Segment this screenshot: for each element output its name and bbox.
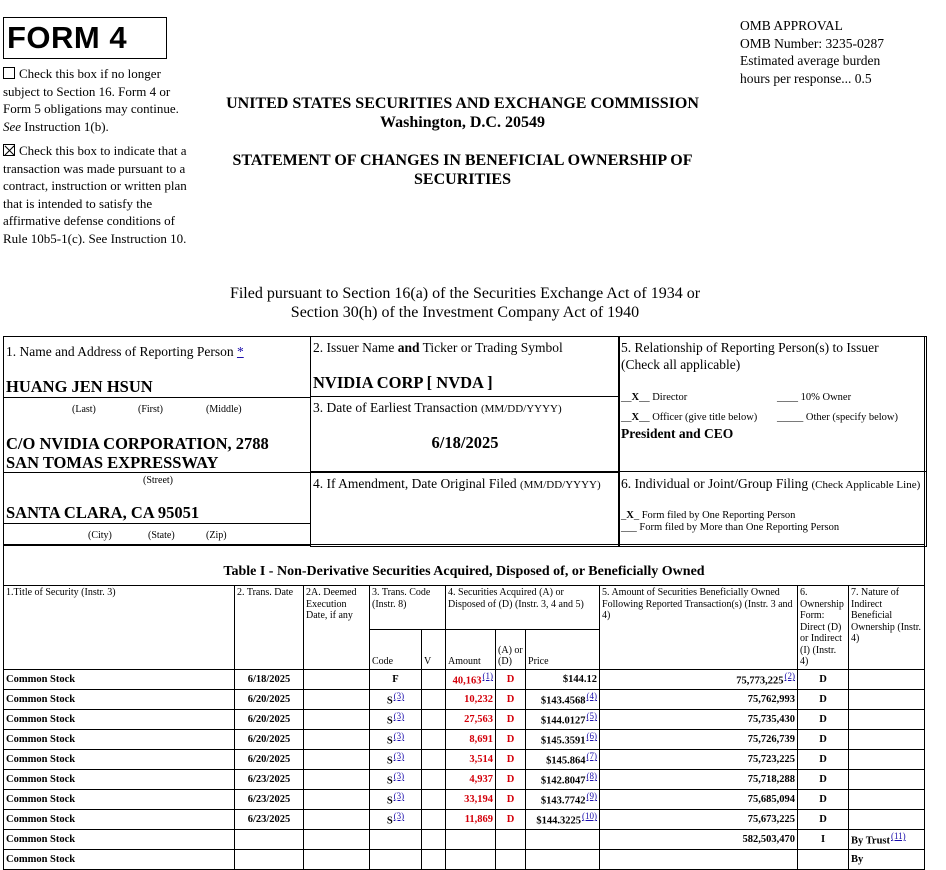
cell-trans-code: S(3) bbox=[370, 729, 422, 749]
cell-a-or-d: D bbox=[496, 729, 526, 749]
cell-a-or-d: D bbox=[496, 709, 526, 729]
cell-trans-date: 6/20/2025 bbox=[235, 749, 304, 769]
cell-a-or-d: D bbox=[496, 669, 526, 689]
cell-security-title: Common Stock bbox=[4, 829, 235, 849]
box4-amendment-date: 4. If Amendment, Date Original Filed (MM/DD/YYYY) bbox=[310, 471, 620, 547]
cell-deemed-date bbox=[304, 709, 370, 729]
cell-trans-date: 6/20/2025 bbox=[235, 729, 304, 749]
cell-amount bbox=[446, 849, 496, 869]
table-row bbox=[4, 849, 925, 869]
cell-v bbox=[422, 689, 446, 709]
col-amount-owned: 5. Amount of Securities Beneficially Owned Following Reported Transaction(s) (Instr. 3 and 4) bbox=[600, 586, 798, 670]
cell-deemed-date bbox=[304, 689, 370, 709]
cell-trans-date: 6/20/2025 bbox=[235, 689, 304, 709]
footnote-star-link[interactable]: * bbox=[236, 344, 244, 359]
rule10b5-checkbox-block: Check this box to indicate that a transaction was made pursuant to a contract, instruction or written plan that is intended to satisfy the affirmative defense conditions of Rule 10b5-1(c). See Instruction 10. bbox=[3, 143, 187, 246]
cell-price: $143.4568(4) bbox=[526, 689, 600, 709]
table-row bbox=[4, 749, 925, 769]
cell-ownership-form: D bbox=[798, 729, 849, 749]
cell-amount bbox=[446, 829, 496, 849]
footnote-link[interactable]: (9) bbox=[586, 791, 598, 802]
table-row bbox=[4, 809, 925, 829]
cell-amount-owned: 75,673,225 bbox=[600, 809, 798, 829]
city-state-zip: SANTA CLARA, CA 95051 bbox=[6, 503, 200, 522]
cell-security-title: Common Stock bbox=[4, 789, 235, 809]
cell-amount-owned: 75,773,225(2) bbox=[600, 669, 798, 689]
street-line-2: SAN TOMAS EXPRESSWAY bbox=[6, 453, 219, 472]
section16-checkbox-block: Check this box if no longer subject to Section 16. Form 4 or Form 5 obligations may continue. See Instruction 1(b). bbox=[3, 66, 179, 134]
cell-ownership-form: D bbox=[798, 789, 849, 809]
cell-trans-code bbox=[370, 849, 422, 869]
subcol-a-or-d: (A) or (D) bbox=[496, 630, 526, 670]
cell-ownership-form: D bbox=[798, 749, 849, 769]
cell-trans-code: S(3) bbox=[370, 709, 422, 729]
agency-heading: UNITED STATES SECURITIES AND EXCHANGE COMMISSION Washington, D.C. 20549 bbox=[226, 95, 699, 131]
cell-trans-date: 6/23/2025 bbox=[235, 809, 304, 829]
cell-deemed-date bbox=[304, 849, 370, 869]
footnote-link[interactable]: (8) bbox=[586, 771, 598, 782]
one-person-filing-option[interactable]: _X_ Form filed by One Reporting Person bbox=[621, 510, 796, 521]
cell-v bbox=[422, 729, 446, 749]
table-row bbox=[4, 729, 925, 749]
cell-price bbox=[526, 829, 600, 849]
footnote-link[interactable]: (1) bbox=[482, 671, 494, 682]
officer-title: President and CEO bbox=[621, 426, 734, 441]
cell-trans-code bbox=[370, 829, 422, 849]
cell-trans-code: S(3) bbox=[370, 689, 422, 709]
cell-nature bbox=[849, 709, 925, 729]
footnote-link[interactable]: (3) bbox=[393, 731, 405, 742]
table-row bbox=[4, 669, 925, 689]
cell-trans-date bbox=[235, 829, 304, 849]
cell-a-or-d bbox=[496, 829, 526, 849]
cell-security-title: Common Stock bbox=[4, 749, 235, 769]
rule10b5-checkbox[interactable] bbox=[3, 144, 15, 156]
cell-a-or-d: D bbox=[496, 689, 526, 709]
table1-section bbox=[3, 544, 925, 865]
cell-v bbox=[422, 829, 446, 849]
reporting-person-name: HUANG JEN HSUN bbox=[6, 377, 153, 396]
statement-heading: STATEMENT OF CHANGES IN BENEFICIAL OWNERSHIP OF SECURITIES bbox=[232, 152, 693, 188]
filed-pursuant: Filed pursuant to Section 16(a) of the Securities Exchange Act of 1934 or Section 30(h) of the Investment Company Act of 1940 bbox=[229, 285, 701, 321]
multiple-person-filing-option[interactable]: ___ Form filed by More than One Reporting Person bbox=[621, 522, 840, 533]
cell-amount: 11,869 bbox=[446, 809, 496, 829]
table-row bbox=[4, 689, 925, 709]
footnote-link[interactable]: (2) bbox=[784, 671, 796, 682]
cell-security-title: Common Stock bbox=[4, 689, 235, 709]
cell-trans-code: S(3) bbox=[370, 789, 422, 809]
col-deemed-execution-date: 2A. Deemed Execution Date, if any bbox=[304, 586, 370, 670]
cell-price: $144.3225(10) bbox=[526, 809, 600, 829]
street-line-1: C/O NVIDIA CORPORATION, 2788 bbox=[6, 434, 269, 453]
cell-nature bbox=[849, 689, 925, 709]
table1-title: Table I - Non-Derivative Securities Acquired, Disposed of, or Beneficially Owned bbox=[223, 564, 705, 579]
cell-deemed-date bbox=[304, 769, 370, 789]
subcol-amount: Amount bbox=[446, 630, 496, 670]
omb-approval: OMB APPROVAL OMB Number: 3235-0287 Estimated average burden hours per response... 0.5 bbox=[740, 18, 884, 86]
cell-a-or-d: D bbox=[496, 749, 526, 769]
cell-trans-code: F bbox=[370, 669, 422, 689]
cell-nature bbox=[849, 809, 925, 829]
cell-v bbox=[422, 849, 446, 869]
cell-ownership-form: D bbox=[798, 769, 849, 789]
cell-security-title: Common Stock bbox=[4, 809, 235, 829]
cell-trans-date: 6/20/2025 bbox=[235, 709, 304, 729]
col-securities-acquired-disposed: 4. Securities Acquired (A) or Disposed of (D) (Instr. 3, 4 and 5) bbox=[446, 586, 600, 630]
form-title: FORM 4 bbox=[3, 17, 167, 59]
director-checkbox[interactable]: __X__ Director bbox=[621, 392, 688, 403]
issuer-name: NVIDIA CORP [ NVDA ] bbox=[313, 373, 493, 392]
table-row bbox=[4, 769, 925, 789]
footnote-link[interactable]: (3) bbox=[393, 771, 405, 782]
cell-deemed-date bbox=[304, 669, 370, 689]
box3-earliest-date: 3. Date of Earliest Transaction (MM/DD/YYYY) 6/18/2025 bbox=[310, 396, 620, 473]
non-derivative-table bbox=[3, 585, 925, 870]
cell-nature bbox=[849, 769, 925, 789]
cell-nature: By bbox=[849, 849, 925, 869]
cell-nature: By Trust(11) bbox=[849, 829, 925, 849]
cell-v bbox=[422, 769, 446, 789]
cell-v bbox=[422, 809, 446, 829]
col-nature-of-ownership: 7. Nature of Indirect Beneficial Ownership (Instr. 4) bbox=[849, 586, 925, 670]
cell-amount-owned: 75,726,739 bbox=[600, 729, 798, 749]
cell-price: $143.7742(9) bbox=[526, 789, 600, 809]
cell-price bbox=[526, 849, 600, 869]
cell-security-title: Common Stock bbox=[4, 729, 235, 749]
earliest-transaction-date: 6/18/2025 bbox=[431, 433, 499, 452]
subcol-price: Price bbox=[526, 630, 600, 670]
subcol-v: V bbox=[422, 630, 446, 670]
cell-amount-owned: 75,718,288 bbox=[600, 769, 798, 789]
cell-ownership-form bbox=[798, 849, 849, 869]
col-trans-date: 2. Trans. Date bbox=[235, 586, 304, 670]
officer-checkbox[interactable]: __X__ Officer (give title below) bbox=[621, 412, 758, 423]
cell-security-title: Common Stock bbox=[4, 669, 235, 689]
box6-filing-type: 6. Individual or Joint/Group Filing (Check Applicable Line) _X_ Form filed by One Reporting Person ___ Form filed by More than One Reporting Person bbox=[618, 471, 927, 547]
cell-nature bbox=[849, 749, 925, 769]
footnote-link[interactable]: (7) bbox=[586, 751, 598, 762]
footnote-link[interactable]: (10) bbox=[582, 811, 598, 822]
table-row bbox=[4, 789, 925, 809]
cell-ownership-form: D bbox=[798, 809, 849, 829]
cell-price: $145.864(7) bbox=[526, 749, 600, 769]
box1-reporting-person: 1. Name and Address of Reporting Person * HUANG JEN HSUN (Last) (First) (Middle) C/O NVIDIA CORPORATION, 2788 SAN TOMAS EXPRESSWAY (Street) SANTA CLARA, CA 95051 (City) (State) (Zip) bbox=[3, 336, 311, 546]
cell-security-title: Common Stock bbox=[4, 709, 235, 729]
cell-deemed-date bbox=[304, 749, 370, 769]
cell-trans-code: S(3) bbox=[370, 809, 422, 829]
cell-nature bbox=[849, 669, 925, 689]
footnote-link[interactable]: (4) bbox=[586, 691, 598, 702]
subcol-code: Code bbox=[370, 630, 422, 670]
cell-v bbox=[422, 749, 446, 769]
cell-amount-owned: 75,723,225 bbox=[600, 749, 798, 769]
cell-price: $144.0127(5) bbox=[526, 709, 600, 729]
box2-issuer: 2. Issuer Name and Ticker or Trading Symbol NVIDIA CORP [ NVDA ] bbox=[310, 336, 620, 397]
cell-price: $145.3591(6) bbox=[526, 729, 600, 749]
cell-amount: 40,163(1) bbox=[446, 669, 496, 689]
cell-security-title: Common Stock bbox=[4, 769, 235, 789]
cell-deemed-date bbox=[304, 789, 370, 809]
cell-amount: 10,232 bbox=[446, 689, 496, 709]
cell-deemed-date bbox=[304, 829, 370, 849]
cell-a-or-d: D bbox=[496, 789, 526, 809]
cell-nature bbox=[849, 789, 925, 809]
cell-trans-date bbox=[235, 849, 304, 869]
table-row bbox=[4, 709, 925, 729]
cell-amount: 8,691 bbox=[446, 729, 496, 749]
cell-ownership-form: D bbox=[798, 669, 849, 689]
cell-a-or-d bbox=[496, 849, 526, 869]
cell-amount-owned: 582,503,470 bbox=[600, 829, 798, 849]
footnote-link[interactable]: (3) bbox=[393, 711, 405, 722]
footnote-link[interactable]: (6) bbox=[586, 731, 598, 742]
cell-amount: 4,937 bbox=[446, 769, 496, 789]
cell-v bbox=[422, 669, 446, 689]
table-row bbox=[4, 829, 925, 849]
other-checkbox[interactable]: _____ Other (specify below) bbox=[777, 412, 899, 423]
cell-amount: 27,563 bbox=[446, 709, 496, 729]
cell-v bbox=[422, 709, 446, 729]
col-trans-code: 3. Trans. Code (Instr. 8) bbox=[370, 586, 446, 630]
cell-amount-owned: 75,685,094 bbox=[600, 789, 798, 809]
cell-deemed-date bbox=[304, 809, 370, 829]
section16-checkbox[interactable] bbox=[3, 67, 15, 79]
cell-ownership-form: D bbox=[798, 689, 849, 709]
cell-security-title: Common Stock bbox=[4, 849, 235, 869]
cell-trans-date: 6/18/2025 bbox=[235, 669, 304, 689]
reporting-info-grid bbox=[3, 336, 925, 545]
cell-v bbox=[422, 789, 446, 809]
col-title-of-security: 1.Title of Security (Instr. 3) bbox=[4, 586, 235, 670]
cell-amount: 3,514 bbox=[446, 749, 496, 769]
ten-percent-owner-checkbox[interactable]: ____ 10% Owner bbox=[777, 392, 852, 403]
footnote-link[interactable]: (11) bbox=[891, 831, 906, 842]
cell-ownership-form: I bbox=[798, 829, 849, 849]
cell-ownership-form: D bbox=[798, 709, 849, 729]
cell-trans-code: S(3) bbox=[370, 749, 422, 769]
cell-a-or-d: D bbox=[496, 769, 526, 789]
footnote-link[interactable]: (3) bbox=[393, 811, 405, 822]
cell-price: $144.12 bbox=[526, 669, 600, 689]
cell-trans-date: 6/23/2025 bbox=[235, 769, 304, 789]
cell-amount: 33,194 bbox=[446, 789, 496, 809]
cell-amount-owned bbox=[600, 849, 798, 869]
footnote-link[interactable]: (3) bbox=[393, 691, 405, 702]
table1-body bbox=[4, 669, 925, 869]
col-ownership-form: 6. Ownership Form: Direct (D) or Indirect (I) (Instr. 4) bbox=[798, 586, 849, 670]
cell-amount-owned: 75,735,430 bbox=[600, 709, 798, 729]
cell-price: $142.8047(8) bbox=[526, 769, 600, 789]
footnote-link[interactable]: (5) bbox=[586, 711, 598, 722]
cell-trans-code: S(3) bbox=[370, 769, 422, 789]
cell-trans-date: 6/23/2025 bbox=[235, 789, 304, 809]
cell-amount-owned: 75,762,993 bbox=[600, 689, 798, 709]
box5-relationship: 5. Relationship of Reporting Person(s) to Issuer (Check all applicable) __X__ Director ____ 10% Owner __X__ Officer (give title below) _____ Other (specify below) President and CEO bbox=[618, 336, 927, 472]
cell-nature bbox=[849, 729, 925, 749]
footnote-link[interactable]: (3) bbox=[393, 791, 405, 802]
cell-deemed-date bbox=[304, 729, 370, 749]
footnote-link[interactable]: (3) bbox=[393, 751, 405, 762]
cell-a-or-d: D bbox=[496, 809, 526, 829]
